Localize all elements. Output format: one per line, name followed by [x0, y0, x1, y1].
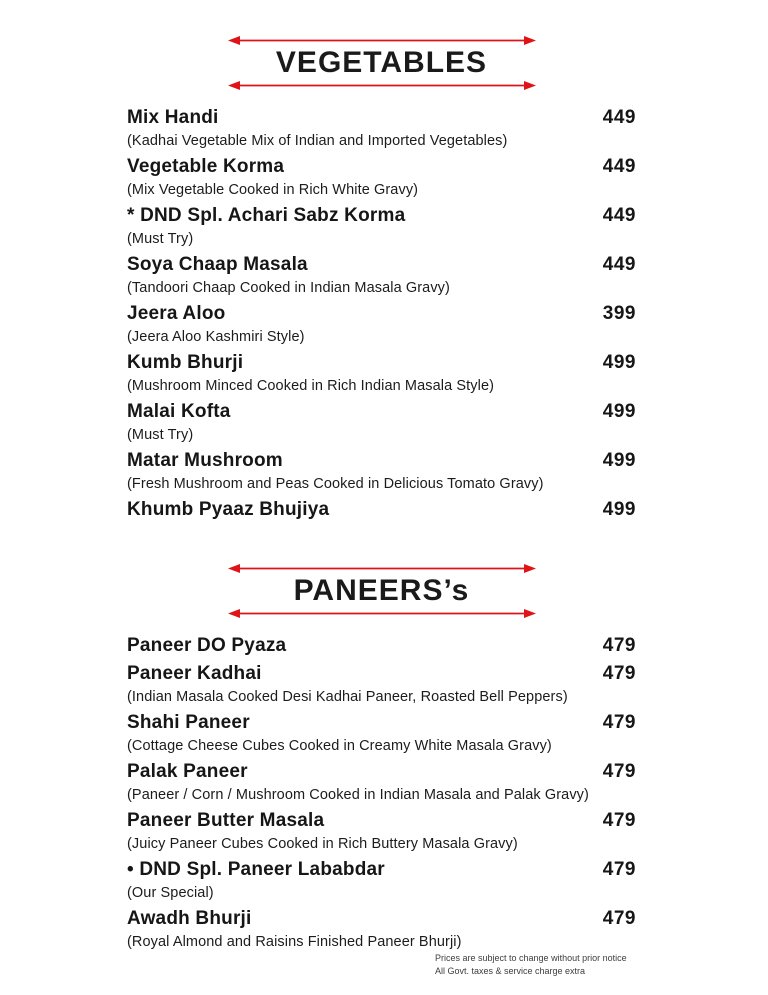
menu-item — [127, 858, 636, 905]
item-row — [127, 253, 636, 277]
item-row — [127, 858, 636, 882]
item-name: Vegetable Korma — [127, 156, 285, 177]
menu-item — [127, 634, 636, 658]
item-description: (Tandoori Chaap Cooked in Indian Masala Gravy) — [127, 280, 450, 296]
menu-section — [127, 562, 636, 954]
item-price: 449 — [602, 254, 636, 275]
item-name: Paneer Kadhai — [127, 663, 262, 684]
footer-line-2: All Govt. taxes & service charge extra — [435, 966, 586, 976]
item-price: 479 — [602, 712, 636, 733]
item-price: 479 — [602, 663, 636, 684]
section-items — [127, 106, 636, 522]
menu-item — [127, 449, 636, 496]
item-row — [127, 498, 636, 522]
menu-item — [127, 711, 636, 758]
menu-item — [127, 351, 636, 398]
item-description: (Paneer / Corn / Mushroom Cooked in Indian Masala and Palak Gravy) — [127, 787, 589, 803]
item-row — [127, 106, 636, 130]
section-header — [226, 34, 538, 92]
item-name: Awadh Bhurji — [127, 908, 252, 929]
menu-item — [127, 253, 636, 300]
item-row — [127, 662, 636, 686]
item-row — [127, 155, 636, 179]
item-row — [127, 711, 636, 735]
item-description: (Jeera Aloo Kashmiri Style) — [127, 329, 305, 345]
item-price: 479 — [602, 635, 636, 656]
item-row — [127, 634, 636, 658]
item-name: Khumb Pyaaz Bhujiya — [127, 499, 330, 520]
item-price: 499 — [602, 401, 636, 422]
item-name: * DND Spl. Achari Sabz Korma — [127, 205, 406, 226]
item-description: (Kadhai Vegetable Mix of Indian and Imported Vegetables) — [127, 133, 508, 149]
item-name: Jeera Aloo — [127, 303, 226, 324]
section-title: VEGETABLES — [275, 46, 488, 79]
item-description: (Cottage Cheese Cubes Cooked in Creamy White Masala Gravy) — [127, 738, 552, 754]
item-row — [127, 907, 636, 931]
menu-item — [127, 106, 636, 153]
item-price: 479 — [602, 908, 636, 929]
item-row — [127, 449, 636, 473]
item-description: (Indian Masala Cooked Desi Kadhai Paneer, Roasted Bell Peppers) — [127, 689, 568, 705]
item-name: Shahi Paneer — [127, 712, 250, 733]
item-description: (Fresh Mushroom and Peas Cooked in Delicious Tomato Gravy) — [127, 476, 544, 492]
item-name: Palak Paneer — [127, 761, 248, 782]
item-row — [127, 809, 636, 833]
item-name: Soya Chaap Masala — [127, 254, 308, 275]
section-header — [226, 562, 538, 620]
menu-item — [127, 662, 636, 709]
item-name: • DND Spl. Paneer Lababdar — [127, 859, 385, 880]
item-name: Mix Handi — [127, 107, 219, 128]
item-price: 449 — [602, 107, 636, 128]
item-row — [127, 400, 636, 424]
item-description: (Our Special) — [127, 885, 214, 901]
item-row — [127, 302, 636, 326]
item-price: 449 — [602, 156, 636, 177]
item-description: (Juicy Paneer Cubes Cooked in Rich Buttery Masala Gravy) — [127, 836, 518, 852]
item-name: Malai Kofta — [127, 401, 231, 422]
menu-item — [127, 907, 636, 954]
item-name: Paneer Butter Masala — [127, 810, 325, 831]
item-description: (Must Try) — [127, 231, 194, 247]
item-price: 499 — [602, 499, 636, 520]
menu-item — [127, 760, 636, 807]
footer-disclaimer — [435, 952, 627, 978]
item-price: 479 — [602, 810, 636, 831]
item-name: Paneer DO Pyaza — [127, 635, 287, 656]
item-price: 399 — [602, 303, 636, 324]
section-items — [127, 634, 636, 954]
menu-section — [127, 34, 636, 522]
menu-item — [127, 498, 636, 522]
item-description: (Must Try) — [127, 427, 194, 443]
double-arrow-icon — [226, 79, 538, 92]
item-price: 479 — [602, 761, 636, 782]
menu-item — [127, 204, 636, 251]
item-name: Kumb Bhurji — [127, 352, 244, 373]
item-description: (Royal Almond and Raisins Finished Paneer Bhurji) — [127, 934, 462, 950]
item-row — [127, 760, 636, 784]
item-row — [127, 204, 636, 228]
menu-item — [127, 302, 636, 349]
item-price: 499 — [602, 352, 636, 373]
menu-item — [127, 400, 636, 447]
item-name: Matar Mushroom — [127, 450, 283, 471]
double-arrow-icon — [226, 607, 538, 620]
item-description: (Mushroom Minced Cooked in Rich Indian Masala Style) — [127, 378, 495, 394]
item-description: (Mix Vegetable Cooked in Rich White Gravy) — [127, 182, 419, 198]
item-row — [127, 351, 636, 375]
section-title: PANEERS’s — [293, 574, 470, 607]
item-price: 499 — [602, 450, 636, 471]
item-price: 479 — [602, 859, 636, 880]
menu-item — [127, 155, 636, 202]
item-price: 449 — [602, 205, 636, 226]
footer-line-1: Prices are subject to change without prior notice — [435, 953, 627, 963]
menu-item — [127, 809, 636, 856]
